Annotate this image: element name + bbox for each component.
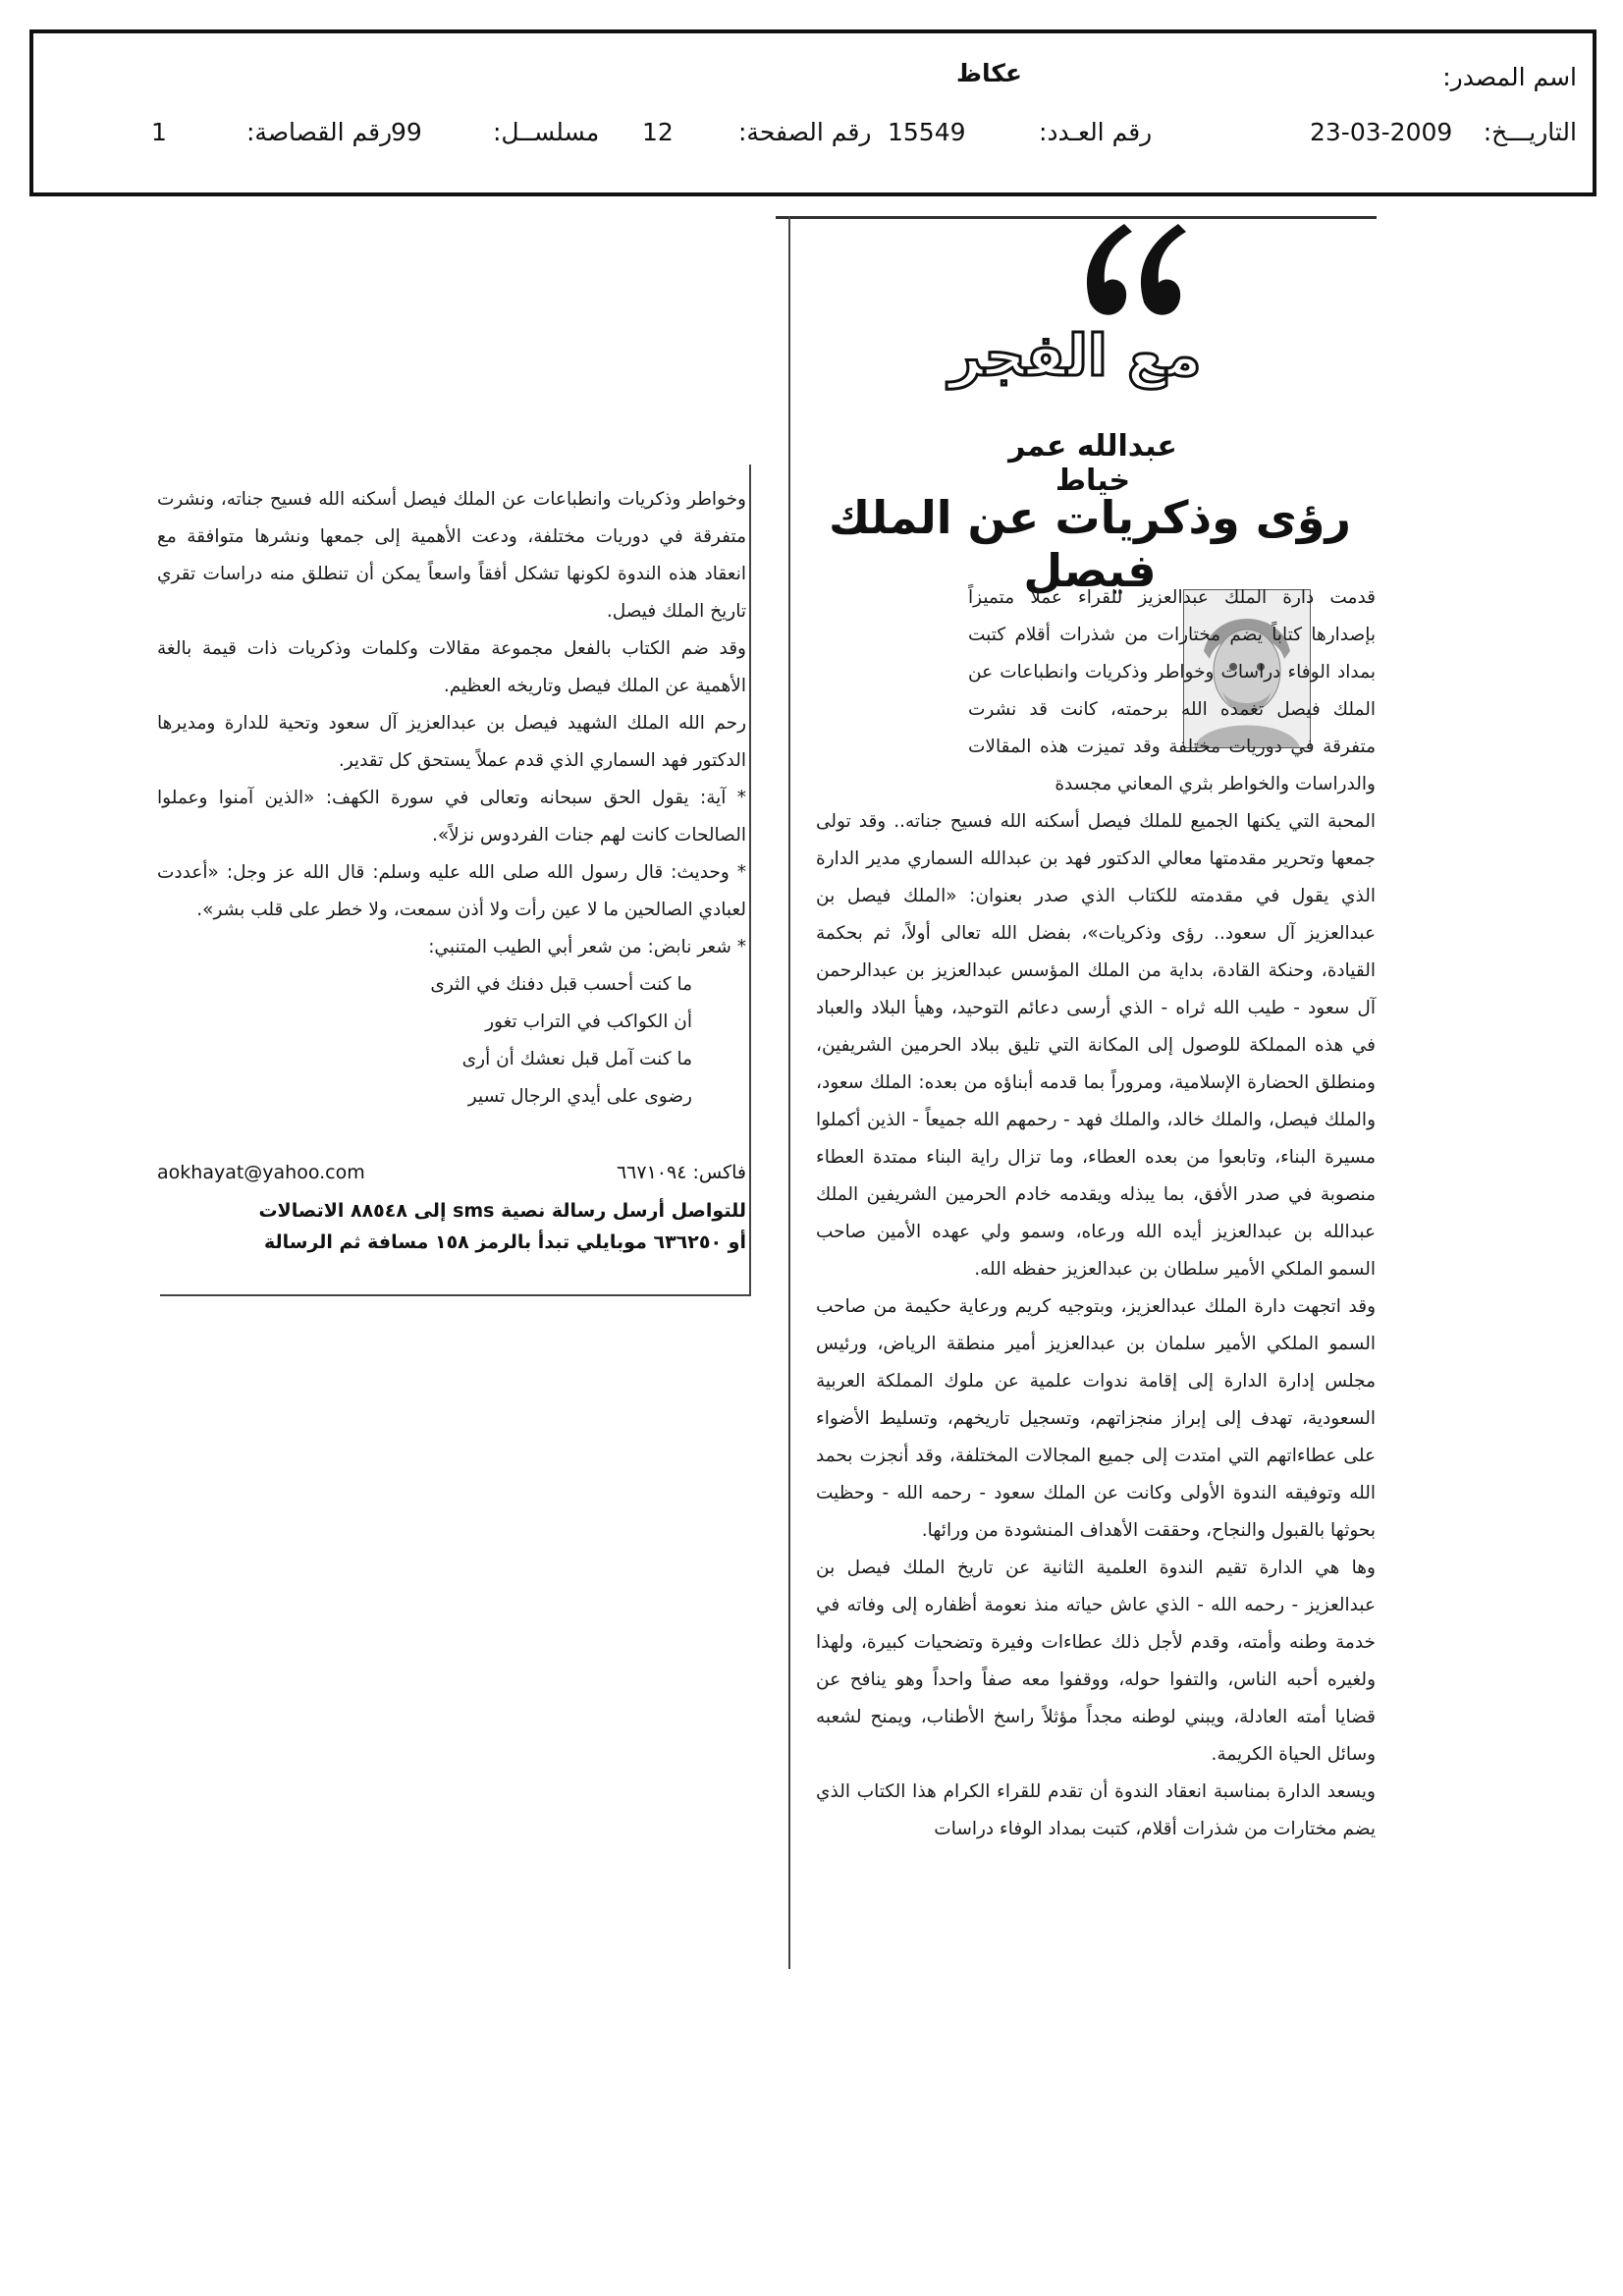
clipping-value: 1 <box>151 118 167 146</box>
poem-hemistich: أن الكواكب في التراب تغور <box>485 1011 692 1032</box>
poem-hemistich: رضوى على أيدي الرجال تسير <box>467 1086 692 1107</box>
column-title-text: مع الفجر <box>948 322 1202 389</box>
poem-line-3 <box>182 1041 692 1078</box>
email-link[interactable]: aokhayat@yahoo.com <box>157 1162 365 1183</box>
poem <box>157 966 746 1116</box>
column-title <box>913 314 1237 403</box>
fax-label: فاكس: <box>692 1162 746 1183</box>
source-value: عكاظ <box>956 59 1022 87</box>
side-paragraph-6: * شعر نابض: من شعر أبي الطيب المتنبي: <box>428 937 746 957</box>
intro-text: قدمت دارة الملك عبدالعزيز للقراء عملاً متميزاً بإصدارها كتاباً يضم مختارات من شذرات أقلام كتبت بمداد الوفاء دراسات وخواطر وذكريات وانطباعات عن الملك فيصل تغمده الله برحمته، كانت قد نشرت متفرقة في دوريات مختلفة وقد تميزت هذه المقالات والدراسات والخواطر بثري المعاني مجسدة <box>968 587 1376 794</box>
column-divider <box>788 216 790 1969</box>
sms-line-2: أو ٦٣٦٢٥٠ موبايلي تبدأ بالرمز ١٥٨ مسافة ثم الرسالة <box>263 1231 746 1253</box>
date-value: 23-03-2009 <box>1310 118 1453 146</box>
serial-label: مسلســل: <box>493 118 600 146</box>
issue-label: رقم العـدد: <box>1039 118 1153 146</box>
poem-line-4 <box>182 1078 692 1116</box>
body-paragraph-3: وها هي الدارة تقيم الندوة العلمية الثانية عن تاريخ الملك فيصل بن عبدالعزيز - رحمه الله - الذي عاش حياته منذ نعومة أظفاره إلى وفاته في خدمة وطنه وأمته، وقدم لأجل ذلك عطاءات وفيرة وتضحيات كبيرة، ولهذا ولغيره أحبه الناس، والتفوا حوله، ووقفوا معه صفاً واحداً وهو ينافح عن قضايا أمته العادلة، ويبني لوطنه مجداً مؤثلاً راسخ الأطناب، ويمنح لشعبه وسائل الحياة الكريمة. <box>816 1558 1376 1765</box>
side-paragraph-1: وخواطر وذكريات وانطباعات عن الملك فيصل أسكنه الله فسيح جناته، ونشرت متفرقة في دوريات مختلفة، ودعت الأهمية إلى جمعها ونشرها متوافقة مع انعقاد هذه الندوة لكونها تشكل أفقاً واسعاً يمكن أن تنطلق منه دراسات تقري تاريخ الملك فيصل. <box>157 489 746 622</box>
date-label: التاريـــخ: <box>1483 118 1577 146</box>
main-body <box>816 803 1376 1848</box>
clipping-label: رقم القصاصة: <box>246 118 393 146</box>
contact-box <box>157 1162 746 1258</box>
side-paragraph-5: * وحديث: قال رسول الله صلى الله عليه وسلم: قال الله عز وجل: «أعددت لعبادي الصالحين ما لا عين رأت ولا أذن سمعت، ولا خطر على قلب بشر». <box>157 862 746 920</box>
body-paragraph-2: وقد اتجهت دارة الملك عبدالعزيز، وبتوجيه كريم ورعاية حكيمة من صاحب السمو الملكي الأمير سلمان بن عبدالعزيز أمير منطقة الرياض، ورئيس مجلس إدارة الدارة إلى إقامة ندوات علمية عن ملوك المملكة العربية السعودية، تهدف إلى إبراز منجزاتهم، وتسجيل تاريخهم، وتسليط الأضواء على عطاءاتهم التي امتدت إلى جميع المجالات المختلفة، وقد أنجزت بحمد الله وتوفيقه الندوة الأولى وكانت عن الملك سعود - رحمه الله - وحظيت بحوثها بالقبول والنجاح، وحققت الأهداف المنشودة من ورائها. <box>816 1296 1376 1541</box>
poem-hemistich: ما كنت آمل قبل نعشك أن أرى <box>461 1049 692 1069</box>
fax-value: ٦٦٧١٠٩٤ <box>616 1162 687 1183</box>
poem-hemistich: ما كنت أحسب قبل دفنك في الثرى <box>430 974 692 995</box>
headline: رؤى وذكريات عن الملك فيصل <box>829 491 1351 597</box>
page-label: رقم الصفحة: <box>738 118 872 146</box>
poem-line-2 <box>182 1004 692 1041</box>
intro-paragraph <box>968 579 1376 803</box>
issue-value: 15549 <box>888 118 966 146</box>
side-column <box>157 481 746 1116</box>
side-paragraph-3: رحم الله الملك الشهيد فيصل بن عبدالعزيز آل سعود وتحية للدارة ومديرها الدكتور فهد السماري الذي قدم عملاً يستحق كل تقدير. <box>157 713 746 771</box>
sms-info <box>157 1195 746 1258</box>
author-name: عبدالله عمر خياط <box>1008 429 1177 498</box>
body-paragraph-1: المحبة التي يكنها الجميع للملك فيصل أسكنه الله فسيح جناته.. وقد تولى جمعها وتحرير مقدمتها معالي الدكتور فهد بن عبدالله السماري مدير الدارة الذي يقول في مقدمته للكتاب الذي صدر بعنوان: «الملك فيصل بن عبدالعزيز آل سعود.. رؤى وذكريات»، بفضل الله تعالى أولاً، ثم بحكمة القيادة، وحنكة القادة، بداية من الملك المؤسس عبدالعزيز بن عبدالرحمن آل سعود - طيب الله ثراه - الذي أرسى دعائم التوحيد، وهيأ البلاد والعباد في هذه المملكة للوصول إلى المكانة التي تليق ببلاد الحرمين الشريفين، ومنطلق الحضارة الإسلامية، ومروراً بما قدمه أبناؤه من بعده: الملك سعود، والملك فيصل، والملك خالد، والملك فهد - رحمهم الله جميعاً - الذين أكملوا مسيرة البناء، وتابعوا من بعده العطاء، وما تزال راية البناء ممتدة العطاء منصوبة في صدر الأفق، بما يبذله ويقدمه خادم الحرمين الشريفين الملك عبدالله بن عبدالعزيز أيده الله ورعاه، وسمو ولي عهده الأمين صاحب السمو الملكي الأمير سلطان بن عبدالعزيز حفظه الله. <box>816 811 1376 1280</box>
body-paragraph-4: ويسعد الدارة بمناسبة انعقاد الندوة أن تقدم للقراء الكرام هذا الكتاب الذي يضم مختارات من شذرات أقلام، كتبت بمداد الوفاء دراسات <box>816 1781 1376 1839</box>
source-label: اسم المصدر: <box>1442 63 1577 91</box>
page-value: 12 <box>642 118 674 146</box>
fax-line <box>617 1162 746 1183</box>
serial-value: 99 <box>391 118 422 146</box>
poem-line-1 <box>182 966 692 1004</box>
clipping-header <box>29 29 1596 196</box>
sms-line-1: للتواصل أرسل رسالة نصية sms إلى ٨٨٥٤٨ الاتصالات <box>258 1200 746 1222</box>
side-paragraph-4: * آية: يقول الحق سبحانه وتعالى في سورة الكهف: «الذين آمنوا وعملوا الصالحات كانت لهم جنات الفردوس نزلاً». <box>157 788 746 846</box>
side-paragraph-2: وقد ضم الكتاب بالفعل مجموعة مقالات وكلمات وذكريات ذات قيمة بالغة الأهمية عن الملك فيصل وتاريخه العظيم. <box>157 638 746 696</box>
